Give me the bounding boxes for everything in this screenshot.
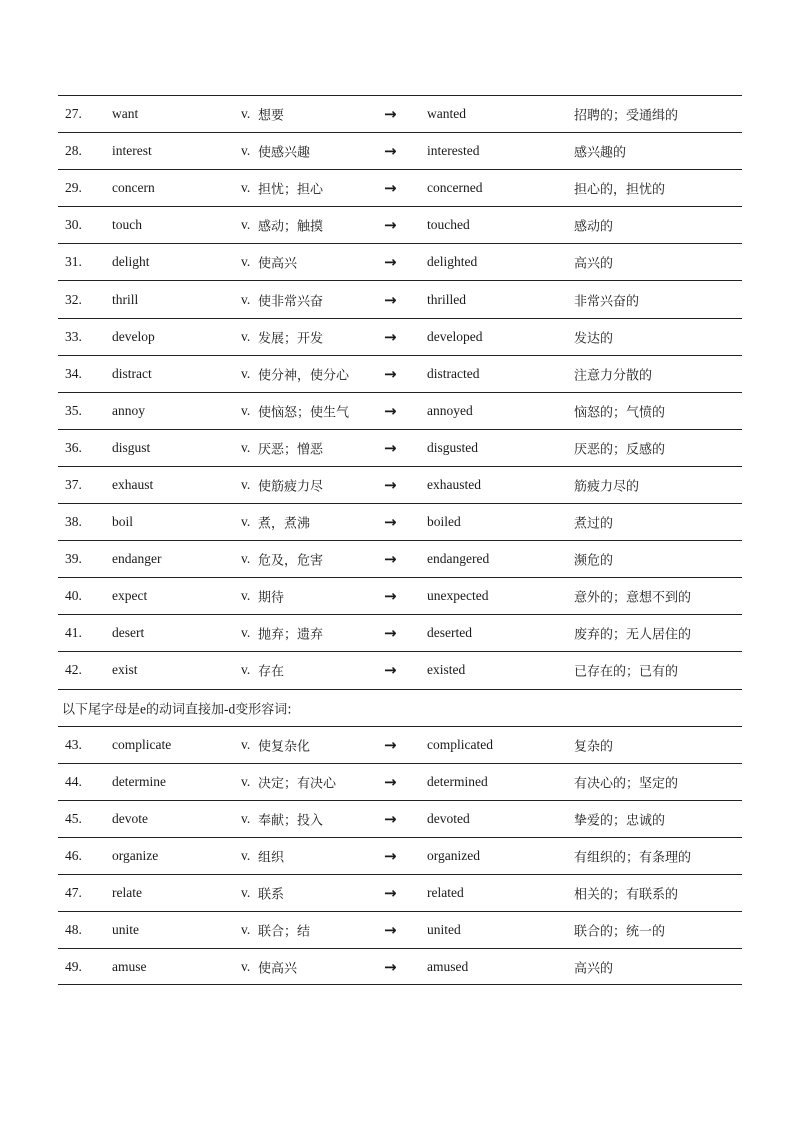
verb-word: annoy: [112, 402, 145, 418]
adjective-word: delighted: [427, 254, 478, 270]
arrow-icon: →: [384, 921, 397, 940]
verb-meaning: 使恼怒；使生气: [258, 405, 350, 421]
entry-number: 29.: [65, 180, 82, 196]
adjective-meaning: 相关的；有联系的: [574, 887, 679, 903]
adjective-word: existed: [427, 662, 466, 678]
table-row: [58, 800, 742, 837]
adjective-word: related: [427, 885, 464, 901]
table-row: [58, 503, 742, 540]
adjective-word: complicated: [427, 736, 493, 752]
part-of-speech: v.: [241, 551, 251, 567]
adjective-meaning: 复杂的: [574, 739, 614, 755]
adjective-meaning: 筋疲力尽的: [574, 479, 640, 495]
entry-number: 33.: [65, 328, 82, 344]
table-row: [58, 540, 742, 577]
entry-number: 31.: [65, 254, 82, 270]
adjective-word: organized: [427, 847, 480, 863]
part-of-speech: v.: [241, 662, 251, 678]
table-row: [58, 466, 742, 503]
table-row: [58, 577, 742, 614]
arrow-icon: →: [384, 364, 397, 383]
adjective-meaning: 厌恶的；反感的: [574, 442, 666, 458]
verb-meaning: 危及，危害: [258, 553, 324, 569]
verb-meaning: 使高兴: [258, 256, 298, 272]
adjective-meaning: 担心的，担忧的: [574, 182, 666, 198]
verb-word: amuse: [112, 958, 147, 974]
arrow-icon: →: [384, 624, 397, 643]
adjective-meaning: 注意力分散的: [574, 368, 653, 384]
adjective-word: exhausted: [427, 476, 481, 492]
adjective-meaning: 非常兴奋的: [574, 294, 640, 310]
verb-meaning: 发展；开发: [258, 331, 324, 347]
adjective-word: deserted: [427, 625, 472, 641]
entry-number: 49.: [65, 958, 82, 974]
adjective-word: developed: [427, 328, 483, 344]
arrow-icon: →: [384, 253, 397, 272]
arrow-icon: →: [384, 142, 397, 161]
verb-meaning: 感动；触摸: [258, 219, 324, 235]
adjective-word: wanted: [427, 106, 466, 122]
adjective-word: disgusted: [427, 439, 479, 455]
verb-meaning: 存在: [258, 664, 285, 680]
table-row: [58, 948, 742, 985]
arrow-icon: →: [384, 105, 397, 124]
table-row: [58, 169, 742, 206]
part-of-speech: v.: [241, 180, 251, 196]
adjective-word: touched: [427, 217, 470, 233]
arrow-icon: →: [384, 772, 397, 791]
verb-word: thrill: [112, 291, 139, 307]
verb-word: touch: [112, 217, 142, 233]
section-note-text: 以下尾字母是e的动词直接加-d变形容词:: [62, 701, 292, 718]
adjective-word: thrilled: [427, 291, 466, 307]
part-of-speech: v.: [241, 736, 251, 752]
verb-meaning: 使分神，使分心: [258, 368, 350, 384]
arrow-icon: →: [384, 809, 397, 828]
verb-meaning: 厌恶；憎恶: [258, 442, 324, 458]
entry-number: 30.: [65, 217, 82, 233]
entry-number: 44.: [65, 773, 82, 789]
adjective-word: distracted: [427, 365, 480, 381]
verb-meaning: 使高兴: [258, 961, 298, 977]
verb-meaning: 联系: [258, 887, 285, 903]
part-of-speech: v.: [241, 143, 251, 159]
adjective-meaning: 濒危的: [574, 553, 614, 569]
part-of-speech: v.: [241, 588, 251, 604]
adjective-meaning: 发达的: [574, 331, 614, 347]
verb-word: endanger: [112, 551, 162, 567]
verb-word: exist: [112, 662, 138, 678]
adjective-meaning: 高兴的: [574, 256, 614, 272]
entry-number: 45.: [65, 810, 82, 826]
entry-number: 39.: [65, 551, 82, 567]
verb-word: interest: [112, 143, 152, 159]
adjective-word: unexpected: [427, 588, 489, 604]
part-of-speech: v.: [241, 773, 251, 789]
arrow-icon: →: [384, 735, 397, 754]
adjective-meaning: 有决心的；坚定的: [574, 776, 679, 792]
adjective-meaning: 有组织的；有条理的: [574, 850, 692, 866]
arrow-icon: →: [384, 550, 397, 569]
verb-meaning: 使筋疲力尽: [258, 479, 324, 495]
verb-meaning: 抛弃；遗弃: [258, 627, 324, 643]
verb-meaning: 决定；有决心: [258, 776, 337, 792]
entry-number: 48.: [65, 922, 82, 938]
verb-word: exhaust: [112, 476, 154, 492]
adjective-meaning: 感动的: [574, 219, 614, 235]
adjective-meaning: 煮过的: [574, 516, 614, 532]
part-of-speech: v.: [241, 625, 251, 641]
verb-word: determine: [112, 773, 166, 789]
verb-word: relate: [112, 885, 142, 901]
arrow-icon: →: [384, 884, 397, 903]
verb-word: unite: [112, 922, 139, 938]
adjective-word: devoted: [427, 810, 470, 826]
adjective-word: amused: [427, 958, 469, 974]
part-of-speech: v.: [241, 402, 251, 418]
adjective-word: interested: [427, 143, 480, 159]
arrow-icon: →: [384, 327, 397, 346]
entry-number: 35.: [65, 402, 82, 418]
part-of-speech: v.: [241, 847, 251, 863]
verb-word: concern: [112, 180, 155, 196]
part-of-speech: v.: [241, 885, 251, 901]
table-row: [58, 280, 742, 317]
entry-number: 34.: [65, 365, 82, 381]
table-row: [58, 132, 742, 169]
entry-number: 40.: [65, 588, 82, 604]
table-row: [58, 206, 742, 243]
adjective-word: concerned: [427, 180, 483, 196]
verb-word: disgust: [112, 439, 151, 455]
adjective-meaning: 高兴的: [574, 961, 614, 977]
table-row: [58, 726, 742, 763]
verb-meaning: 使感兴趣: [258, 145, 311, 161]
table-row: [58, 651, 742, 688]
verb-meaning: 组织: [258, 850, 285, 866]
table-row: [58, 95, 742, 132]
entry-number: 32.: [65, 291, 82, 307]
adjective-meaning: 挚爱的；忠诚的: [574, 813, 666, 829]
table-row: [58, 614, 742, 651]
verb-word: boil: [112, 514, 134, 530]
part-of-speech: v.: [241, 514, 251, 530]
part-of-speech: v.: [241, 476, 251, 492]
table-row: [58, 243, 742, 280]
entry-number: 27.: [65, 106, 82, 122]
part-of-speech: v.: [241, 365, 251, 381]
arrow-icon: →: [384, 513, 397, 532]
table-row: [58, 874, 742, 911]
adjective-meaning: 联合的；统一的: [574, 924, 666, 940]
arrow-icon: →: [384, 957, 397, 976]
verb-word: develop: [112, 328, 155, 344]
table-row: [58, 763, 742, 800]
arrow-icon: →: [384, 179, 397, 198]
arrow-icon: →: [384, 438, 397, 457]
adjective-meaning: 意外的；意想不到的: [574, 590, 692, 606]
adjective-word: boiled: [427, 514, 461, 530]
verb-word: desert: [112, 625, 145, 641]
entry-number: 47.: [65, 885, 82, 901]
table-row: [58, 429, 742, 466]
table-row: [58, 355, 742, 392]
part-of-speech: v.: [241, 106, 251, 122]
adjective-meaning: 已存在的；已有的: [574, 664, 679, 680]
adjective-meaning: 恼怒的；气愤的: [574, 405, 666, 421]
adjective-word: endangered: [427, 551, 490, 567]
verb-meaning: 煮，煮沸: [258, 516, 311, 532]
adjective-meaning: 招聘的；受通缉的: [574, 108, 679, 124]
verb-meaning: 奉献；投入: [258, 813, 324, 829]
section-note: [58, 689, 742, 726]
entry-number: 41.: [65, 625, 82, 641]
entry-number: 36.: [65, 439, 82, 455]
entry-number: 43.: [65, 736, 82, 752]
verb-word: expect: [112, 588, 148, 604]
arrow-icon: →: [384, 846, 397, 865]
entry-number: 37.: [65, 476, 82, 492]
verb-meaning: 使非常兴奋: [258, 294, 324, 310]
verb-word: delight: [112, 254, 150, 270]
entry-number: 38.: [65, 514, 82, 530]
adjective-meaning: 废弃的；无人居住的: [574, 627, 692, 643]
part-of-speech: v.: [241, 291, 251, 307]
arrow-icon: →: [384, 587, 397, 606]
verb-meaning: 联合；结: [258, 924, 311, 940]
table-row: [58, 318, 742, 355]
part-of-speech: v.: [241, 922, 251, 938]
table-row: [58, 392, 742, 429]
part-of-speech: v.: [241, 810, 251, 826]
verb-meaning: 使复杂化: [258, 739, 311, 755]
adjective-word: annoyed: [427, 402, 473, 418]
part-of-speech: v.: [241, 439, 251, 455]
adjective-word: united: [427, 922, 461, 938]
entry-number: 28.: [65, 143, 82, 159]
verb-word: want: [112, 106, 139, 122]
adjective-meaning: 感兴趣的: [574, 145, 627, 161]
table-row: [58, 911, 742, 948]
verb-meaning: 期待: [258, 590, 285, 606]
arrow-icon: →: [384, 661, 397, 680]
arrow-icon: →: [384, 475, 397, 494]
adjective-word: determined: [427, 773, 488, 789]
part-of-speech: v.: [241, 254, 251, 270]
verb-word: distract: [112, 365, 152, 381]
entry-number: 46.: [65, 847, 82, 863]
verb-meaning: 想要: [258, 108, 285, 124]
verb-word: devote: [112, 810, 148, 826]
arrow-icon: →: [384, 290, 397, 309]
arrow-icon: →: [384, 216, 397, 235]
entry-number: 42.: [65, 662, 82, 678]
part-of-speech: v.: [241, 958, 251, 974]
verb-word: organize: [112, 847, 159, 863]
verb-word: complicate: [112, 736, 172, 752]
verb-meaning: 担忧；担心: [258, 182, 324, 198]
arrow-icon: →: [384, 401, 397, 420]
vocabulary-table: [58, 95, 742, 985]
part-of-speech: v.: [241, 217, 251, 233]
table-row: [58, 837, 742, 874]
part-of-speech: v.: [241, 328, 251, 344]
